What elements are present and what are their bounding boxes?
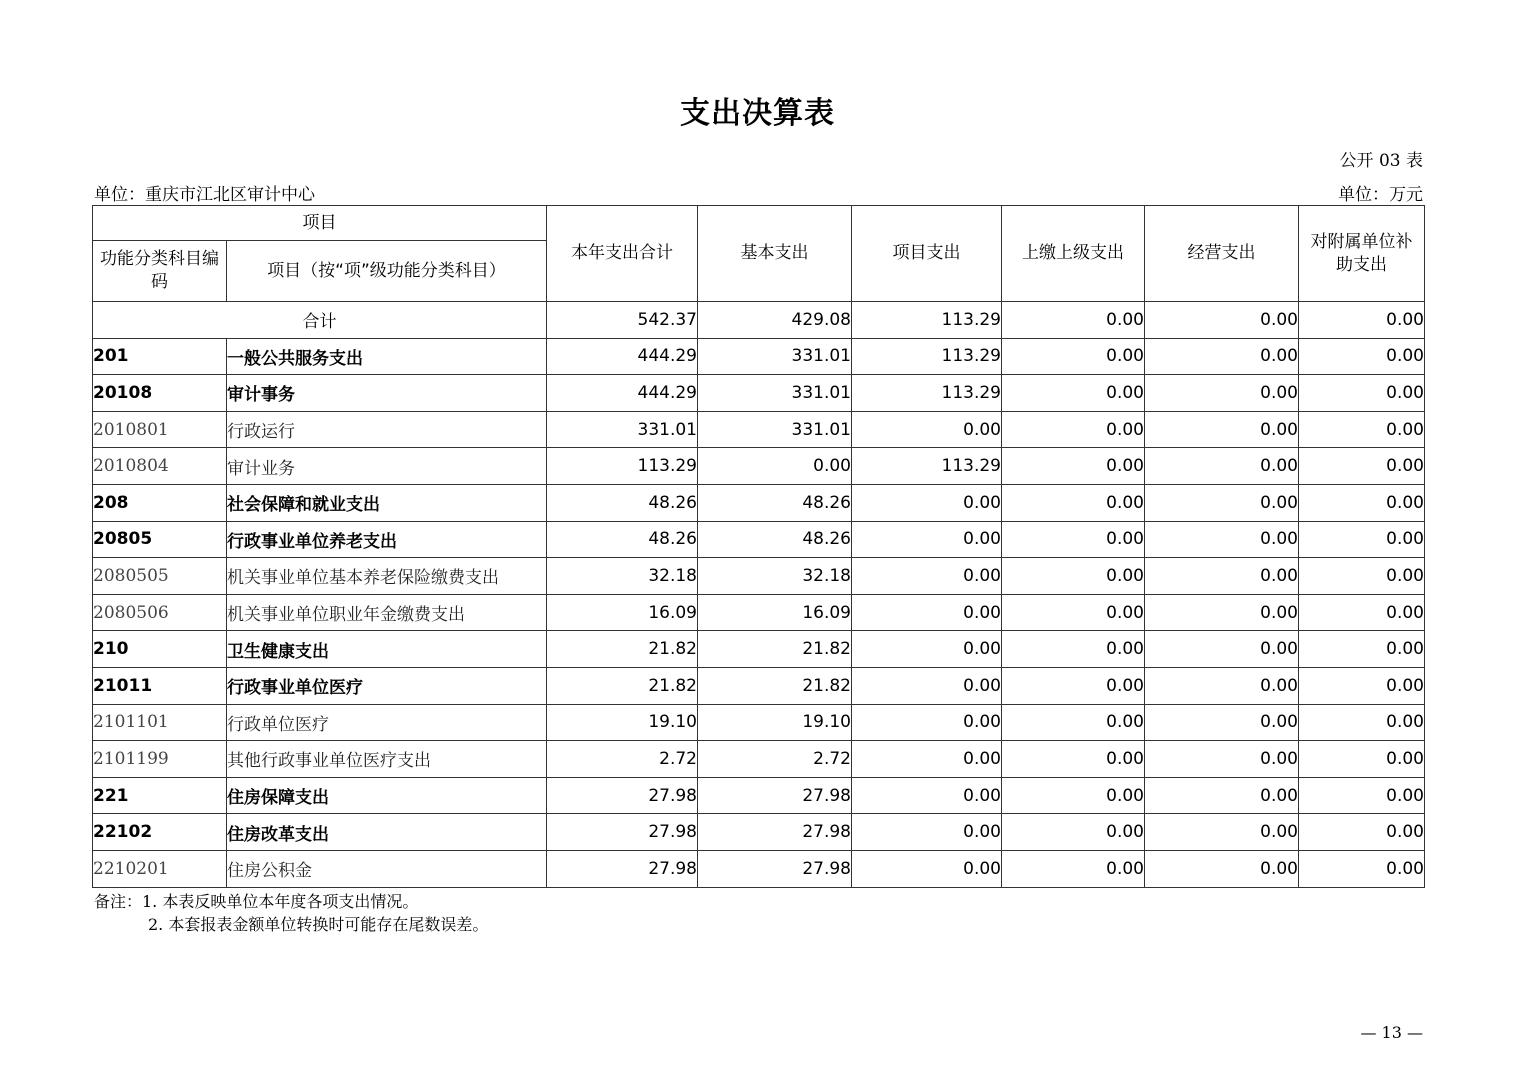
subsidy-cell: 0.00 (1299, 411, 1425, 448)
upper-cell: 0.00 (1002, 484, 1145, 521)
table-row (93, 631, 1425, 668)
total-cell: 542.37 (547, 302, 698, 339)
subsidy-cell: 0.00 (1299, 594, 1425, 631)
code-cell: 20108 (93, 375, 227, 412)
name-cell: 行政事业单位养老支出 (227, 521, 547, 558)
basic-cell: 2.72 (698, 741, 852, 778)
table-row (93, 375, 1425, 412)
business-cell: 0.00 (1145, 667, 1299, 704)
upper-cell: 0.00 (1002, 704, 1145, 741)
basic-cell: 331.01 (698, 338, 852, 375)
header-total: 本年支出合计 (547, 206, 698, 302)
upper-cell: 0.00 (1002, 521, 1145, 558)
note-line-1: 备注：1. 本表反映单位本年度各项支出情况。 (94, 892, 419, 911)
project-cell: 0.00 (852, 594, 1002, 631)
name-cell: 机关事业单位职业年金缴费支出 (227, 594, 547, 631)
project-cell: 0.00 (852, 411, 1002, 448)
subsidy-cell: 0.00 (1299, 850, 1425, 887)
subsidy-cell: 0.00 (1299, 375, 1425, 412)
basic-cell: 21.82 (698, 631, 852, 668)
header-basic: 基本支出 (698, 206, 852, 302)
total-cell: 27.98 (547, 850, 698, 887)
business-cell: 0.00 (1145, 448, 1299, 485)
header-subsidy: 对附属单位补助支出 (1299, 206, 1425, 302)
name-cell: 一般公共服务支出 (227, 338, 547, 375)
notes (94, 890, 488, 936)
basic-cell: 27.98 (698, 850, 852, 887)
business-cell: 0.00 (1145, 741, 1299, 778)
table-row (93, 338, 1425, 375)
project-cell: 0.00 (852, 521, 1002, 558)
header-project: 项目 (93, 206, 547, 241)
basic-cell: 32.18 (698, 558, 852, 595)
expenditure-table (92, 205, 1425, 888)
code-cell: 2080506 (93, 594, 227, 631)
basic-cell: 19.10 (698, 704, 852, 741)
subsidy-cell: 0.00 (1299, 777, 1425, 814)
table-row (93, 521, 1425, 558)
code-cell: 208 (93, 484, 227, 521)
subsidy-cell: 0.00 (1299, 631, 1425, 668)
basic-cell: 21.82 (698, 667, 852, 704)
total-cell: 444.29 (547, 375, 698, 412)
total-cell: 21.82 (547, 667, 698, 704)
code-cell: 21011 (93, 667, 227, 704)
business-cell: 0.00 (1145, 302, 1299, 339)
project-cell: 0.00 (852, 741, 1002, 778)
upper-cell: 0.00 (1002, 411, 1145, 448)
subsidy-cell: 0.00 (1299, 814, 1425, 851)
business-cell: 0.00 (1145, 850, 1299, 887)
name-cell: 行政运行 (227, 411, 547, 448)
basic-cell: 27.98 (698, 777, 852, 814)
project-cell: 113.29 (852, 302, 1002, 339)
note-line-2: 2. 本套报表金额单位转换时可能存在尾数误差。 (148, 915, 489, 934)
name-cell: 其他行政事业单位医疗支出 (227, 741, 547, 778)
total-cell: 48.26 (547, 521, 698, 558)
business-cell: 0.00 (1145, 777, 1299, 814)
total-cell: 16.09 (547, 594, 698, 631)
name-cell: 机关事业单位基本养老保险缴费支出 (227, 558, 547, 595)
upper-cell: 0.00 (1002, 338, 1145, 375)
business-cell: 0.00 (1145, 631, 1299, 668)
subsidy-cell: 0.00 (1299, 302, 1425, 339)
header-upper-payment: 上缴上级支出 (1002, 206, 1145, 302)
name-cell: 住房改革支出 (227, 814, 547, 851)
total-cell: 27.98 (547, 777, 698, 814)
basic-cell: 48.26 (698, 484, 852, 521)
project-cell: 113.29 (852, 375, 1002, 412)
name-cell: 行政单位医疗 (227, 704, 547, 741)
code-cell: 2010804 (93, 448, 227, 485)
project-cell: 113.29 (852, 338, 1002, 375)
business-cell: 0.00 (1145, 704, 1299, 741)
business-cell: 0.00 (1145, 814, 1299, 851)
header-name: 项目（按“项”级功能分类科目） (227, 241, 547, 302)
business-cell: 0.00 (1145, 558, 1299, 595)
total-cell: 48.26 (547, 484, 698, 521)
header-business: 经营支出 (1145, 206, 1299, 302)
upper-cell: 0.00 (1002, 375, 1145, 412)
reporting-unit: 单位：重庆市江北区审计中心 (94, 185, 315, 205)
currency-unit: 单位：万元 (1338, 185, 1423, 205)
code-cell: 2210201 (93, 850, 227, 887)
name-cell: 住房公积金 (227, 850, 547, 887)
code-cell: 201 (93, 338, 227, 375)
table-row (93, 704, 1425, 741)
basic-cell: 331.01 (698, 375, 852, 412)
project-cell: 0.00 (852, 667, 1002, 704)
table-row (93, 558, 1425, 595)
business-cell: 0.00 (1145, 594, 1299, 631)
business-cell: 0.00 (1145, 375, 1299, 412)
code-cell: 2010801 (93, 411, 227, 448)
name-cell: 卫生健康支出 (227, 631, 547, 668)
code-cell: 2101199 (93, 741, 227, 778)
business-cell: 0.00 (1145, 521, 1299, 558)
subsidy-cell: 0.00 (1299, 338, 1425, 375)
upper-cell: 0.00 (1002, 631, 1145, 668)
name-cell: 行政事业单位医疗 (227, 667, 547, 704)
total-cell: 331.01 (547, 411, 698, 448)
upper-cell: 0.00 (1002, 594, 1145, 631)
code-cell: 210 (93, 631, 227, 668)
total-cell: 21.82 (547, 631, 698, 668)
name-cell: 审计事务 (227, 375, 547, 412)
table-row (93, 411, 1425, 448)
table-row (93, 484, 1425, 521)
total-cell: 27.98 (547, 814, 698, 851)
upper-cell: 0.00 (1002, 777, 1145, 814)
table-row (93, 667, 1425, 704)
table-row (93, 448, 1425, 485)
basic-cell: 48.26 (698, 521, 852, 558)
basic-cell: 0.00 (698, 448, 852, 485)
project-cell: 0.00 (852, 814, 1002, 851)
business-cell: 0.00 (1145, 484, 1299, 521)
upper-cell: 0.00 (1002, 448, 1145, 485)
table-row (93, 777, 1425, 814)
project-cell: 0.00 (852, 558, 1002, 595)
subsidy-cell: 0.00 (1299, 704, 1425, 741)
name-cell: 住房保障支出 (227, 777, 547, 814)
total-row (93, 302, 1425, 339)
project-cell: 0.00 (852, 850, 1002, 887)
business-cell: 0.00 (1145, 338, 1299, 375)
subsidy-cell: 0.00 (1299, 521, 1425, 558)
subsidy-cell: 0.00 (1299, 741, 1425, 778)
total-label: 合计 (93, 302, 547, 339)
form-number: 公开 03 表 (1339, 151, 1423, 171)
table-body (93, 302, 1425, 888)
table-row (93, 594, 1425, 631)
upper-cell: 0.00 (1002, 741, 1145, 778)
upper-cell: 0.00 (1002, 850, 1145, 887)
project-cell: 0.00 (852, 777, 1002, 814)
page-number: — 13 — (1360, 1023, 1423, 1042)
basic-cell: 331.01 (698, 411, 852, 448)
upper-cell: 0.00 (1002, 558, 1145, 595)
table-row (93, 741, 1425, 778)
page-title: 支出决算表 (680, 96, 835, 131)
subsidy-cell: 0.00 (1299, 448, 1425, 485)
code-cell: 2101101 (93, 704, 227, 741)
header-code: 功能分类科目编码 (93, 241, 227, 302)
table-row (93, 850, 1425, 887)
basic-cell: 27.98 (698, 814, 852, 851)
name-cell: 审计业务 (227, 448, 547, 485)
upper-cell: 0.00 (1002, 814, 1145, 851)
total-cell: 32.18 (547, 558, 698, 595)
business-cell: 0.00 (1145, 411, 1299, 448)
subsidy-cell: 0.00 (1299, 558, 1425, 595)
code-cell: 22102 (93, 814, 227, 851)
name-cell: 社会保障和就业支出 (227, 484, 547, 521)
subsidy-cell: 0.00 (1299, 484, 1425, 521)
project-cell: 0.00 (852, 484, 1002, 521)
subsidy-cell: 0.00 (1299, 667, 1425, 704)
code-cell: 20805 (93, 521, 227, 558)
code-cell: 221 (93, 777, 227, 814)
total-cell: 2.72 (547, 741, 698, 778)
code-cell: 2080505 (93, 558, 227, 595)
header-project-expenditure: 项目支出 (852, 206, 1002, 302)
upper-cell: 0.00 (1002, 667, 1145, 704)
project-cell: 0.00 (852, 631, 1002, 668)
total-cell: 444.29 (547, 338, 698, 375)
project-cell: 113.29 (852, 448, 1002, 485)
project-cell: 0.00 (852, 704, 1002, 741)
basic-cell: 429.08 (698, 302, 852, 339)
upper-cell: 0.00 (1002, 302, 1145, 339)
table-row (93, 814, 1425, 851)
basic-cell: 16.09 (698, 594, 852, 631)
total-cell: 19.10 (547, 704, 698, 741)
total-cell: 113.29 (547, 448, 698, 485)
